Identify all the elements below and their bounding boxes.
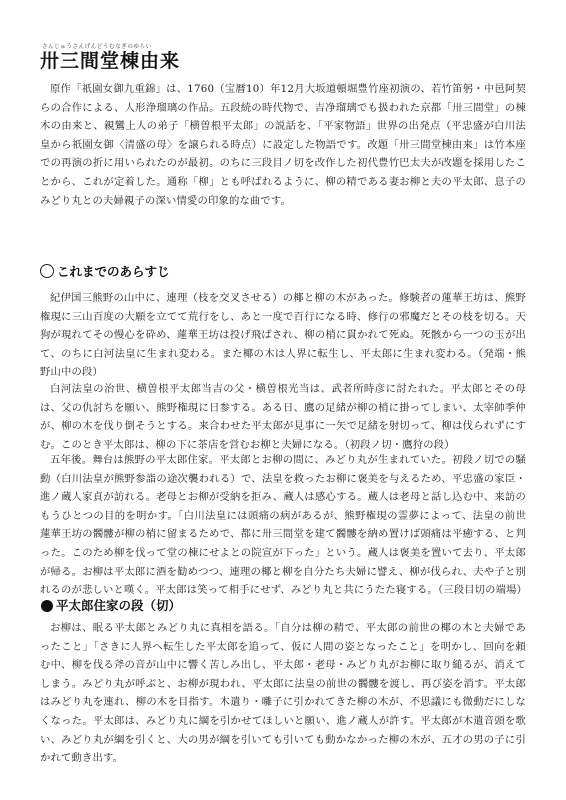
scene-paragraph-1: お柳は、眠る平太郎とみどり丸に真相を語る。「自分は柳の精で、平太郎の前世の椰の木と夫婦であったこと」「さきに人界へ転生した平太郎を追って、仮に人間の姿となったこと」を明かし、回向を頼む中、柳を伐る斧の音が山中に響く苦しみ出し、平太郎・老母・みどり丸がお柳に取り縋るが、消えてしまう。みどり丸が呼ぶと、お柳が現われ、平太郎に法皇の前世の髑髏を渡し、再び姿を消す。平太郎はみどり丸を連れ、柳の木を目指す。木遣り・囃子に引かれてきた柳の木が、不思議にも微動だにしなくなった。平太郎は、みどり丸に綱を引かせてほしいと願い、進ノ蔵人が許す。平太郎が木遣音頭を歌い、みどり丸が綱を引くと、大の男が綱を引いても引いても動かなかった柳の木が、五才の男の子に引かれて動き出す。 [40, 622, 526, 765]
title-block [40, 42, 180, 72]
synopsis-heading [40, 263, 170, 281]
synopsis-paragraph-2: 白河法皇の治世、横曽根平太郎当吉の父・横曽根光当は、武者所時彦に討たれた。平太郎とその母は、父の仇討ちを願い、熊野権現に日参する。ある日、鷹の足緒が柳の梢に掛ってしまい、太宰帥季仲が、柳の木を伐り倒そうとする。来合わせた平太郎が見事に一矢で足緒を射切って、柳は伐られずにすむ。このとき平太郎は、柳の下に茶店を営むお柳と夫婦になる。（初段ノ切・鷹狩の段） [40, 383, 526, 451]
open-circle-icon [40, 264, 54, 278]
intro-paragraph: 原作「祇園女御九重錦」は、1760（宝暦10）年12月大坂道頓堀豊竹座初演の、若竹笛躬・中邑阿契らの合作による、人形浄瑠璃の作品。五段続の時代物で、吉净瑠璃でも扱われた京都「卅三間堂」の棟木の由来と、親鸞上人の弟子「横曽根平太郎」の説話を、「平家物語」世界の出発点（平忠盛が白川法皇から祇園女御〈清盛の母〉を譲られる時点）に設定した物語です。改題「卅三間堂棟由来」は竹本座での再演の折に用いられたのが最初。のちに三段目ノ切を改作した初代豊竹巴太夫が改題を採用したことから、これが定着した。通称「柳」とも呼ばれるように、柳の精である妻お柳と夫の平太郎、息子のみどり丸との夫婦親子の深い情愛の印象的な曲です。 [40, 83, 526, 207]
scene-heading [40, 597, 181, 615]
synopsis-heading-text: これまでのあらすじ [57, 264, 170, 279]
synopsis-paragraph-1: 紀伊国三熊野の山中に、連理（枝を交叉させる）の椰と柳の木があった。修験者の蓮華王坊は、熊野権現に三山百度の大願を立てて荒行をし、あと一度で百行になる時、修行の邪魔だとその枝を切る。天狗が現れてその慢心を砕め、蓮華王坊は投げ飛ばされ、柳の梢に貫かれて死ぬ。死骸から一つの玉が出て、のちに白河法皇に生まれ変わる。また椰の木は人界に転生し、平太郎に生まれ変わる。（発端・熊野山中の段） [40, 292, 526, 379]
filled-circle-icon [41, 600, 53, 612]
synopsis-paragraph-3: 五年後。舞台は熊野の平太郎住家。平太郎とお柳の間に、みどり丸が生まれていた。初段ノ切での騒動（白川法皇が熊野参詣の途次襲われる）で、法皇を救ったお柳に褒美を与えるため、平忠盛の家臣・進ノ蔵人家貞が訪れる。老母とお柳が受納を拒み、蔵人は感心する。蔵人は老母と話し込む中、来訪のもうひとつの目的を明かす。「白川法皇には頭痛の病があるが、熊野権現の霊夢によって、法皇の前世蓮華王坊の髑髏が柳の梢に留まるためで、都に卅三間堂を建て髑髏を納め置けば頭痛は平癒する、と判った。このため柳を伐って堂の棟にせよとの院宣が下った」という。蔵人は褒美を置いて去り、平太郎が帰る。お柳は平太郎に酒を勧めつつ、連理の椰と柳を自分たち夫婦に譬え、柳が伐られ、夫や子と別れるのが悲しいと嘆く。平太郎は笑って相手にせず、みどり丸と共にうたた寝する。（三段目切の端場） [40, 454, 528, 597]
page-title: 卅三間堂棟由来 [40, 50, 181, 72]
scene-heading-text: 平太郎住家の段（切） [56, 598, 182, 613]
title-ruby: さんじゅうさんげんどうむなぎのゆらい [42, 44, 152, 50]
